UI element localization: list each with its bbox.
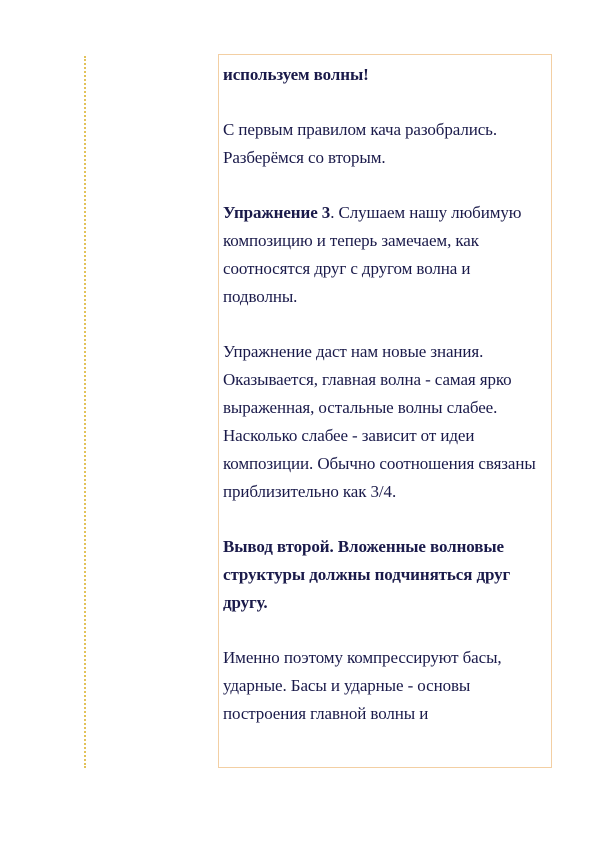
text-frame (218, 54, 552, 768)
paragraph-conclusion-2: Вывод второй. Вложенные волновые структуры должны подчиняться друг другу. (223, 537, 511, 612)
paragraph-exercise-result: Упражнение даст нам новые знания. Оказывается, главная волна - самая ярко выраженная, остальные волны слабее. Насколько слабее - зависит от идеи композиции. Обычно соотношения связаны приблизительно как 3/4. (223, 342, 536, 501)
exercise-3-label: Упражнение 3 (223, 203, 331, 222)
paragraph-heading-continuation: используем волны! (223, 65, 369, 84)
paragraph-compression: Именно поэтому компрессируют басы, ударные. Басы и ударные - основы построения главной волны и (223, 648, 502, 723)
paragraph-exercise-3 (223, 199, 547, 311)
exercise-3-text: . Слушаем нашу любимую композицию и теперь замечаем, как соотносятся друг с другом волна и подволны. (223, 203, 522, 306)
paragraph-intro: С первым правилом кача разобрались. Разберёмся со вторым. (223, 120, 497, 167)
margin-rule (84, 56, 86, 768)
